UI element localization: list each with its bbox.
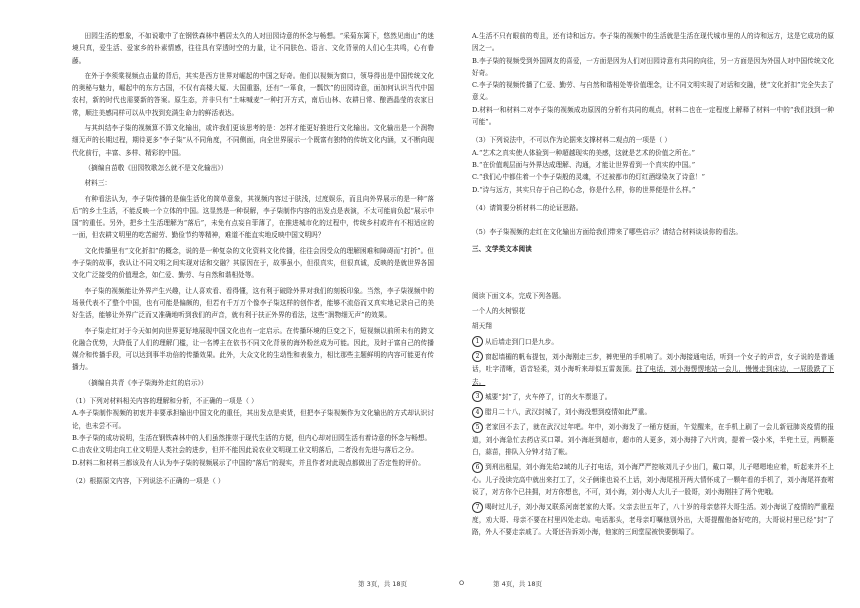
option-d: D.材料二和材料三都该及有人认为李子柒的视频展示了中国的“落后”的现实，并且作者对此现点都做出了否定性的评价。 [72, 458, 425, 467]
section-heading: 三、文学类文本阅读 [472, 245, 532, 254]
option-a: A.生活不只有眼前的苟且，还有诗和远方。李子柒的视频中的生活就是生活在现代城市里的人的诗和远方，这是它成功的原因之一。 [472, 32, 834, 53]
story-paragraph-3: 3 城要“封”了，火车停了，订的火车票退了。 [472, 391, 834, 403]
story-paragraph-7: 7 喝时过儿子，刘小海又联系河南老家的大哥。父亲去世五年了，八十岁的母亲慈祥大哥生活。刘小海说了疫情的严重程度，劝大哥、母亲不要在村里四处走动。电话那头，老母亲叮嘱他别外出，大哥提醒他备好吃的，大哥说村里已经“封”了路，外人不要走亲戚了。大哥还告诉刘小海，他家的三间堂屋被快要倒塌了。 [472, 503, 834, 536]
option-b: B.“在价值观层面与外界达成理解、沟通，才能让世界看到一个真实的中国。” [472, 160, 696, 169]
question-1: （1）下列对材料相关内容的理解和分析，不正确的一项是（ ） [72, 397, 258, 406]
option-a: A.李子柒制作视频的初衷并非要承担输出中国文化的重任，其出发点是卖货，但把李子柒视频作为文化输出的方式却认识讨论，也未尝不可。 [72, 409, 434, 430]
option-d: D.材料一和材料二对李子柒的视频成功原因的分析有共同的观点，材料二也在一定程度上解释了材料一中的“我们找到一种可能”。 [472, 105, 834, 127]
option-c: C.李子柒的视频传播了仁爱、勤劳、与自然和谐相处等价值理念，让不同文明实现了对话和交融，使“文化折扣”完全失去了意义。 [472, 81, 834, 102]
number-4-icon: 4 [472, 407, 483, 418]
story-paragraph-2: 2 窗起墙楣的帆布提包，刘小海刚走三步，裤兜里的手机响了。刘小海接通电话，听到一个女子的声音，女子说的是普通话，吐字清晰，语音轻柔，刘小海听来却似五雷轰顶。拄了电话，刘小海愣愣地站一会儿，慢慢走到床边，一屁股跌了下去。 [472, 352, 835, 386]
option-c: C.由农业文明走向工业文明是人类社会的进步，但并不能因此说农业文明现工业文明落后，二者没有先进与落后之分。 [72, 446, 418, 455]
number-5-icon: 5 [472, 422, 483, 433]
story-paragraph-5: 5 老家回不去了，就在武汉过年吧。年中，刘小海发了一桶方便面，午觉醒来，在手机上刷了一会儿新冠肺炎疫情的报道，刘小海急忙去药店买口罩。刘小海赶到超市，超市的人更多，刘小海排了六片肉，提着一袋小米，半兜土豆，两颗菱白，蒜苗，排队入分钟才结了帐。 [472, 423, 834, 457]
option-b: B.李子柒的视频受到外国网友的喜爱，一方面是因为人们对田园诗意有共同的向往，另一方面是因为外国人对中国传统文化好奇。 [472, 56, 834, 77]
number-3-icon: 3 [472, 391, 483, 402]
paragraph: 在外于李须棠视频点击量的背后，其实是西方世界对崛起的中国之好奇。他们以视频为窗口，领导得出是中国传统文化的奥秘与魅力，崛起中的东方古国，不仅有高楼大厦、大国重器，还有“一箪食，一瓢饮”的田园诗意，面加何认识当代中国农村，新的时代也需要新的答案。原生态，并非只有“土味喊麦”一种打开方式，南后山林、农耕日常、酿酒晶莹的农家日常，顺注美感同样可以从中找到充满生命力的鲜活表达。 [72, 71, 434, 117]
source-citation: （摘编自苗敬《田园牧歌怎么就不是文化输出》） [84, 163, 228, 172]
paragraph: 李子柒的视频能让外界产生兴趣，让人喜欢看、看得懂，这有利于破除外界对我们的刻板印象。当然，李子柒视频中的场景代表不了整个中国，也有可能是偏颇的，但若有千万万个像李子柒这样的创作者，能够不流俗而又真实地记录自己的美好生活，能够让外界广泛而又准确地听到我们的声音，就有利于扶正外界的看法，这些“润物细无声”的效果。 [72, 286, 434, 320]
question-5: （5）李子柒视频的走红在文化输出方面给我们带来了哪些启示？请结合材料谈谈你的看法。 [472, 228, 742, 237]
question-2: （2）根据原文内容，下列说法不正确的一项是（ ） [72, 476, 225, 485]
paragraph: 与其纠结李子柒的视频算不算文化输出，或许我们更该思考的是：怎样才能更好推进行文化输出。文化输出是一个润物细无声的长期过程，期待更多“李子柒”从不同角度，不同侧面，向全世界展示一个既富有独特的传统文化内涵，又不断向现代化前行，丰富、多样、精彩的中国。 [72, 124, 434, 157]
story-author: 胡天翔 [472, 322, 492, 331]
option-a: A.“艺术之真实使人体验到一种超越现实的美感，这就是艺术的价值之所在。” [472, 148, 696, 157]
story-paragraph-1: 1 从后墙走到门口是九步。 [472, 336, 834, 348]
number-7-icon: 7 [472, 502, 483, 513]
page-number-right: 第 4页，共 18页 [493, 580, 543, 588]
number-1-icon: 1 [472, 336, 483, 347]
question-4: （4）请简要分析材料二的论证思路。 [472, 203, 583, 212]
option-d: D.“诗与远方，其实只存于自己的心念，你是什么样，你的世界便是什么样。” [472, 185, 696, 194]
page-number-left: 第 3页，共 18页 [358, 580, 408, 588]
paragraph: 李子柒走红对于今天如何向世界更好地展现中国文化也有一定启示。在传播环境的巨变之下，短视频以前所未有的跨文化融合优势，大降低了人们的理解门槛，让一名博主在依书不同文化背景的海外粉丝成为可能。因此，及时于富自己的传播媒介和传播手段，可以达到事半功倍的传播效果。此外，大众文化的生动性和表象力，相比那些主题鲜明的内容可能更有传播力。 [72, 326, 434, 372]
source-citation: （摘编自共青《李子柒海外走红的启示》） [84, 378, 208, 387]
number-6-icon: 6 [472, 462, 483, 473]
instruction: 阅读下面文本，完成下列各题。 [472, 291, 566, 300]
story-paragraph-4: 4 腊月二十八，武汉封城了，刘小海没想到疫情如此严重。 [472, 406, 834, 418]
left-page-column [72, 30, 434, 487]
underlined-sentence: 拄了电话，刘小海愣愣地站一会儿，慢慢走到床边，一屁股跌了下去。 [472, 365, 835, 386]
option-b: B.李子柒的成功说明，生活在钢铁森林中的人们虽然推崇于现代生活的方便，但内心却对田园生活有着诗意的怀念与畅想。 [72, 433, 432, 442]
right-page-column [472, 30, 834, 538]
paragraph: 田园生活的想象，不如说歌中了在钢铁森林中栖居太久的人对田园诗意的怀念与畅想。“采菊东篱下，悠然见南山”的迷境只真，爱生活、爱家乡的朴素情感，往往具有穿透时空的力量，让不同肤色、语言、文化背景的人们心生共鸣，心有眷藤。 [72, 32, 434, 65]
paragraph: 文化传播里有“文化折扣”的概念，说的是一种复杂的文化资料文化传播，往往会因受众的理解困难和障碍而“打折”。但李子柒的故事，我认让不同文明之间实现对话和交融？其原因在于，故事虽小，但很真实，但很真诚，反映的是就世界各国文化广泛接受的价值理念，如仁爱、勤劳、与自然和谐相处等。 [72, 246, 434, 280]
question-3: （3）下列说法中，不可以作为论据来支撑材料二观点的一项是（ ） [472, 136, 672, 145]
paragraph: 有种看法认为，李子柒传播的是偏生活化的简单意象，其视频内容过于肤浅，过度娱乐，而且向外界展示的是一种“落后”的乡土生活，不能反映一个立体的中国。这显然是一种误解，李子柒制作内容的出发点是表演，不太可能肩负起“展示中国”的重任。另外，把乡土生活理解为“落后”，未免有点妄自菲薄了，在推进城市化的过程中，传统乡村或许有不相适应的一面，但农耕文明里的吃苦耐劳、勤俭节约等精神，难道不能直实地反映中国文明吗？ [72, 194, 434, 240]
story-paragraph-6: 6 到刑出租屋，刘小海先给2域的儿子打电话，刘小海严严控咳刘儿子少出门，戴口罩，儿子嗯嗯地应着，听起来并不上心。儿子没读完高中就出来打工了，父子俩谁也说不上话，刘小海尾根开两大情怀成了一颗年看的手机了，刘小海尾祥查咐说了，对方你个已挂拥，对方你想也，不可，刘小海，刘小海人大儿子一股哥，刘小海刚挂了两个兜哦。 [472, 463, 834, 496]
option-c: C.“我们心中都住着一个李子柒般的灵魂，不过被都市的灯红酒绿染灰了诗意！” [472, 173, 706, 182]
number-2-icon: 2 [472, 351, 483, 362]
material-heading: 材料三： [84, 179, 112, 188]
story-title: 一个人的火树银花 [472, 307, 526, 316]
binding-hole-mark: O [459, 579, 465, 587]
